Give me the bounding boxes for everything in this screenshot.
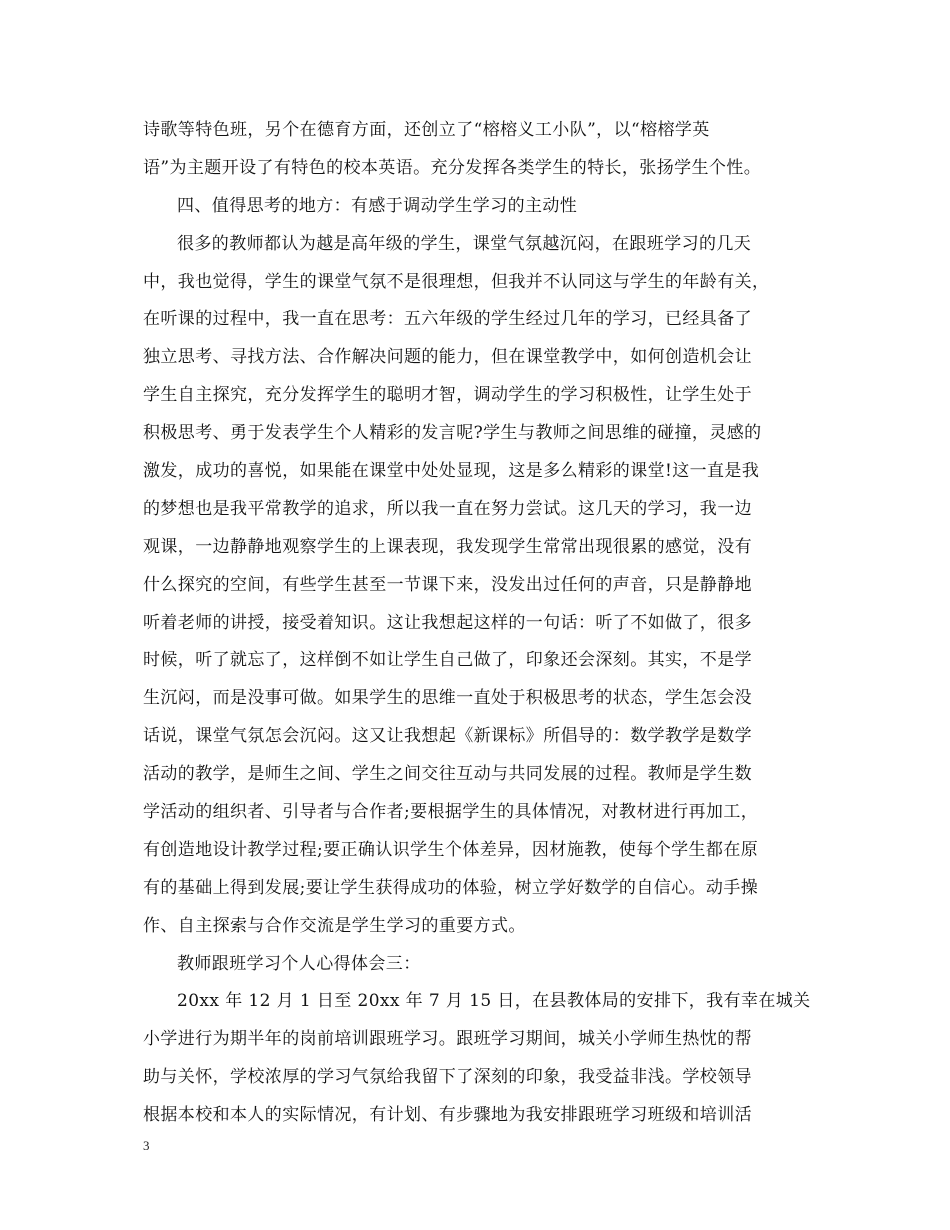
text-line: 听着老师的讲授，接受着知识。这让我想起这样的一句话：听了不如做了，很多: [143, 612, 752, 633]
text-line: 在听课的过程中，我一直在思考：五六年级的学生经过几年的学习，已经具备了: [143, 309, 752, 330]
text-line: 根据本校和本人的实际情况，有计划、有步骤地为我安排跟班学习班级和培训活: [143, 1105, 752, 1126]
text-line: 的梦想也是我平常教学的追求，所以我一直在努力尝试。这几天的学习，我一边: [143, 498, 752, 519]
text-line: 学活动的组织者、引导者与合作者;要根据学生的具体情况，对教材进行再加工，: [143, 802, 759, 823]
paragraph-first-line: 四、值得思考的地方：有感于调动学生学习的主动性: [177, 195, 578, 216]
paragraph-first-line: 教师跟班学习个人心得体会三：: [177, 953, 421, 974]
text-line: 话说，课堂气氛怎会沉闷。这又让我想起《新课标》所倡导的：数学教学是数学: [143, 726, 752, 747]
text-line: 观课，一边静静地观察学生的上课表现，我发现学生常常出现很累的感觉，没有: [143, 536, 752, 557]
text-line: 诗歌等特色班，另个在德育方面，还创立了“榕榕义工小队”，以“榕榕学英: [143, 120, 710, 140]
paragraph-first-line: 20xx 年 12 月 1 日至 20xx 年 7 月 15 日，在县教体局的安排下，我有幸在城关: [177, 991, 811, 1012]
text-line: 学生自主探究，充分发挥学生的聪明才智，调动学生的学习积极性，让学生处于: [143, 385, 752, 406]
paragraph-first-line: 很多的教师都认为越是高年级的学生，课堂气氛越沉闷，在跟班学习的几天: [177, 233, 752, 254]
text-line: 作、自主探索与合作交流是学生学习的重要方式。: [143, 915, 526, 936]
text-line: 有创造地设计教学过程;要正确认识学生个体差异，因材施教，使每个学生都在原: [143, 839, 759, 860]
text-line: 什么探究的空间，有些学生甚至一节课下来，没发出过任何的声音，只是静静地: [143, 574, 752, 595]
page-number: 3: [143, 1138, 150, 1153]
text-line: 活动的教学，是师生之间、学生之间交往互动与共同发展的过程。教师是学生数: [143, 764, 752, 785]
text-line: 时候，听了就忘了，这样倒不如让学生自己做了，印象还会深刻。其实，不是学: [143, 650, 752, 671]
text-line: 小学进行为期半年的岗前培训跟班学习。跟班学习期间，城关小学师生热忱的帮: [143, 1029, 752, 1050]
text-line: 有的基础上得到发展;要让学生获得成功的体验，树立学好数学的自信心。动手操: [143, 877, 759, 898]
text-line: 独立思考、寻找方法、合作解决问题的能力，但在课堂教学中，如何创造机会让: [143, 347, 752, 368]
text-line: 积极思考、勇于发表学生个人精彩的发言呢?学生与教师之间思维的碰撞，灵感的: [143, 423, 762, 444]
text-line: 中，我也觉得，学生的课堂气氛不是很理想，但我并不认同这与学生的年龄有关，: [143, 271, 770, 292]
document-body: [143, 112, 813, 1135]
text-line: 激发，成功的喜悦，如果能在课堂中处处显现，这是多么精彩的课堂!这一直是我: [143, 461, 760, 482]
text-line: 助与关怀，学校浓厚的学习气氛给我留下了深刻的印象，我受益非浅。学校领导: [143, 1067, 752, 1088]
text-line: 语”为主题开设了有特色的校本英语。充分发挥各类学生的特长，张扬学生个性。: [143, 157, 762, 178]
text-line: 生沉闷，而是没事可做。如果学生的思维一直处于积极思考的状态，学生怎会没: [143, 688, 752, 709]
